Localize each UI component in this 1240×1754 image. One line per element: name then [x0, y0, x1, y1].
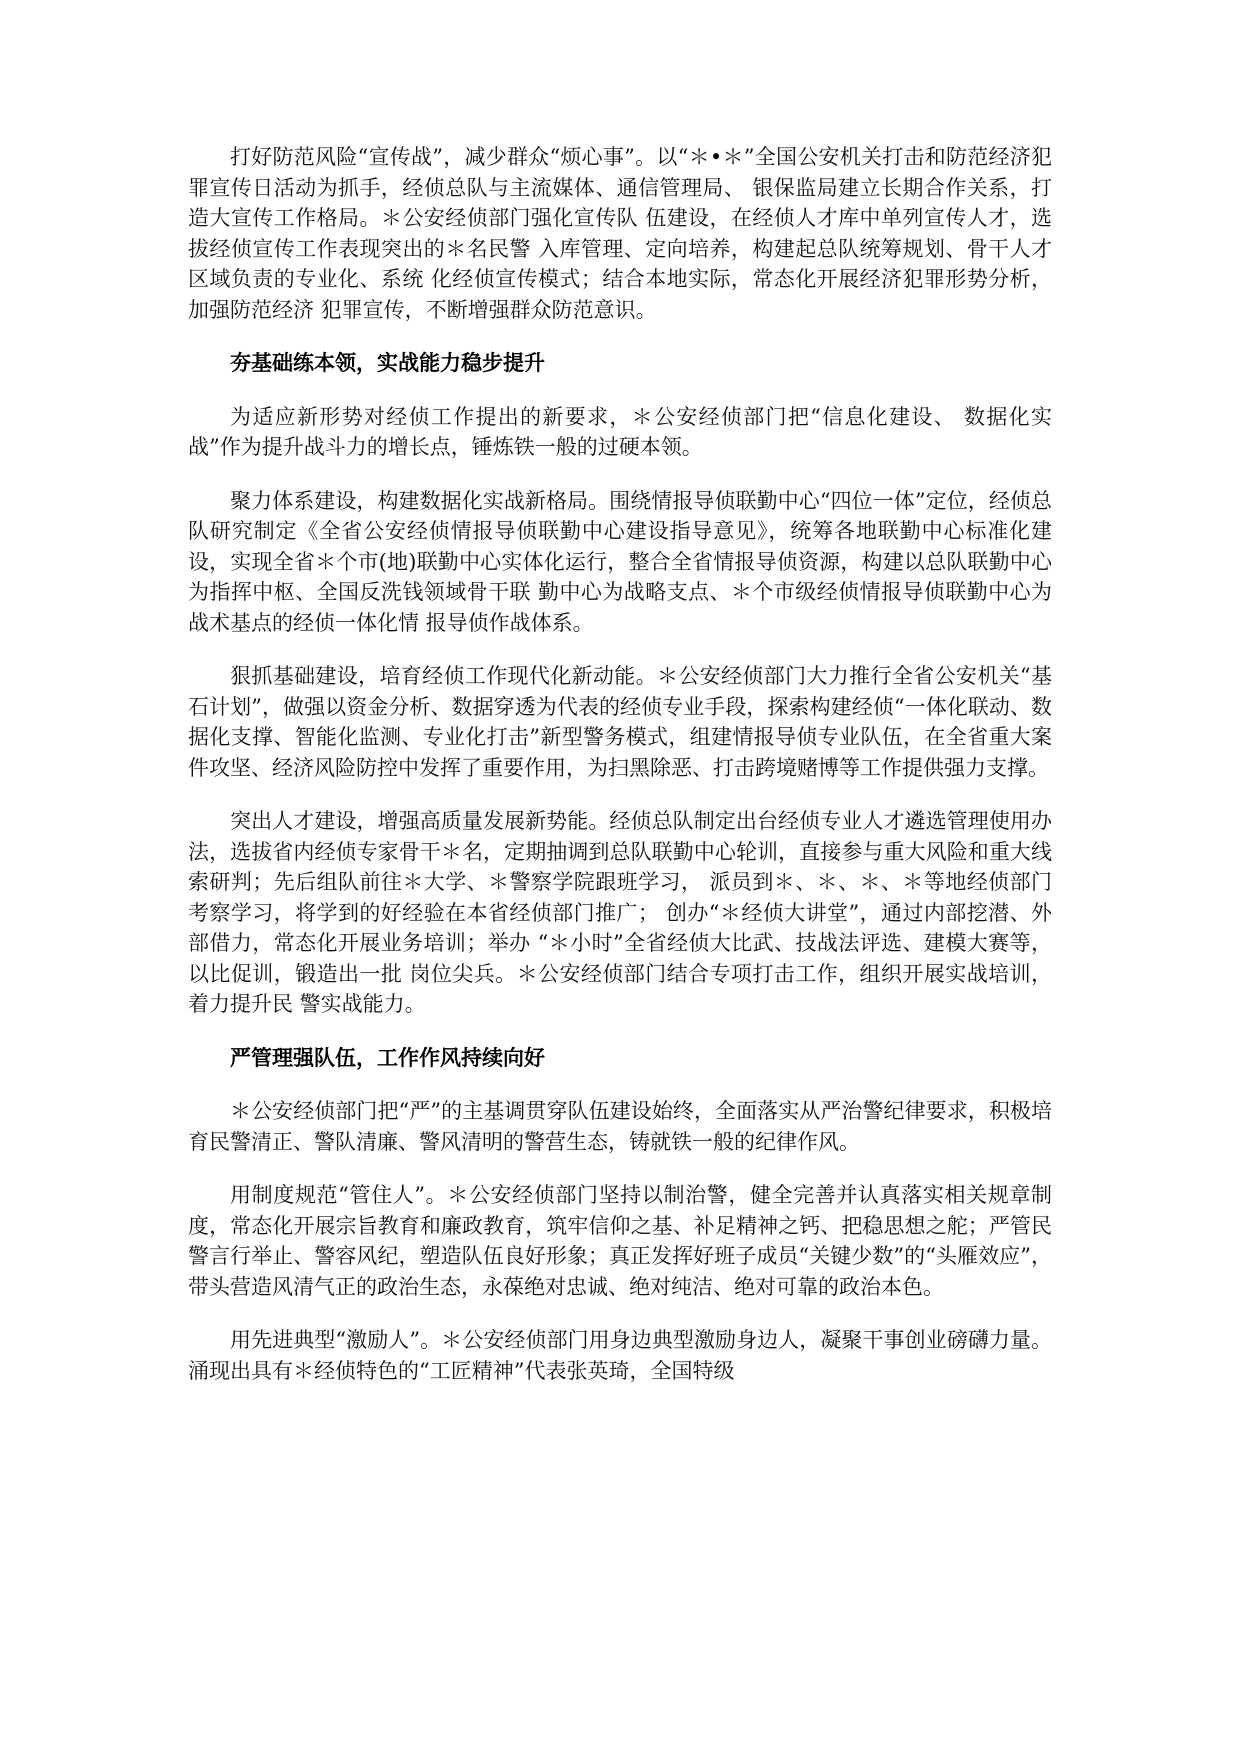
paragraph-new-requirements: 为适应新形势对经侦工作提出的新要求，＊公安经侦部门把“信息化建设、 数据化实战”作为提升战斗力的增长点，锤炼铁一般的过硬本领。 — [188, 404, 1052, 459]
paragraph-strict-discipline: ＊公安经侦部门把“严”的主基调贯穿队伍建设始终，全面落实从严治警纪律要求，积极培育民警清正、警队清廉、警风清明的警营生态，铸就铁一般的纪律作风。 — [188, 1099, 1052, 1154]
paragraph-basic-building: 狠抓基础建设，培育经侦工作现代化新动能。＊公安经侦部门大力推行全省公安机关“基石计划”，做强以资金分析、数据穿透为代表的经侦专业手段，探索构建经侦“一体化联动、数据化支撑、智能化监测、专业化打击”新型警务模式，组建情报导侦专业队伍，在全省重大案件攻坚、经济风险防控中发挥了重要作用，为扫黑除恶、打击跨境赌博等工作提供强力支撑。 — [188, 664, 1052, 780]
section-heading-foundation: 夯基础练本领，实战能力稳步提升 — [230, 351, 545, 375]
section-heading-team-management: 严管理强队伍，工作作风持续向好 — [230, 1045, 545, 1070]
paragraph-role-models: 用先进典型“激励人”。＊公安经侦部门用身边典型激励身边人，凝聚干事创业磅礴力量。涌现出具有＊经侦特色的“工匠精神”代表张英琦，全国特级 — [188, 1328, 1052, 1383]
paragraph-system-building: 聚力体系建设，构建数据化实战新格局。围绕情报导侦联勤中心“四位一体”定位，经侦总队研究制定《全省公安经侦情报导侦联勤中心建设指导意见》，统筹各地联勤中心标准化建设，实现全省＊个市(地)联勤中心实体化运行，整合全省情报导侦资源，构建以总队联勤中心为指挥中枢、全国反洗钱领域骨干联 勤中心为战略支点、＊个市级经侦情报导侦联勤中心为战术基点的经侦一体化情 报导侦作战体系。 — [188, 488, 1052, 635]
document-body — [188, 142, 1052, 1409]
paragraph-institutional-rules: 用制度规范“管住人”。＊公安经侦部门坚持以制治警，健全完善并认真落实相关规章制度，常态化开展宗旨教育和廉政教育，筑牢信仰之基、补足精神之钙、把稳思想之舵；严管民警言行举止、警容风纪，塑造队伍良好形象；真正发挥好班子成员“关键少数”的“头雁效应”，带头营造风清气正的政治生态，永葆绝对忠诚、绝对纯洁、绝对可靠的政治本色。 — [188, 1183, 1052, 1299]
paragraph-publicity: 打好防范风险“宣传战”，减少群众“烦心事”。以“＊•＊”全国公安机关打击和防范经济犯罪宣传日活动为抓手，经侦总队与主流媒体、通信管理局、 银保监局建立长期合作关系，打造大宣传工作格局。＊公安经侦部门强化宣传队 伍建设，在经侦人才库中单列宣传人才，选拔经侦宣传工作表现突出的＊名民警 入库管理、定向培养，构建起总队统筹规划、骨干人才区域负责的专业化、系统 化经侦宣传模式；结合本地实际，常态化开展经济犯罪形势分析，加强防范经济 犯罪宣传，不断增强群众防范意识。 — [188, 145, 1052, 322]
paragraph-talent-building: 突出人才建设，增强高质量发展新势能。经侦总队制定出台经侦专业人才遴选管理使用办法，选拔省内经侦专家骨干＊名，定期抽调到总队联勤中心轮训，直接参与重大风险和重大线索研判；先后组队前往＊大学、＊警察学院跟班学习， 派员到＊、＊、＊、＊等地经侦部门考察学习，将学到的好经验在本省经侦部门推广； 创办“＊经侦大讲堂”，通过内部挖潜、外部借力，常态化开展业务培训；举办 “＊小时”全省经侦大比武、技战法评选、建模大赛等，以比促训，锻造出一批 岗位尖兵。＊公安经侦部门结合专项打击工作，组织开展实战培训，着力提升民 警实战能力。 — [188, 809, 1052, 1016]
